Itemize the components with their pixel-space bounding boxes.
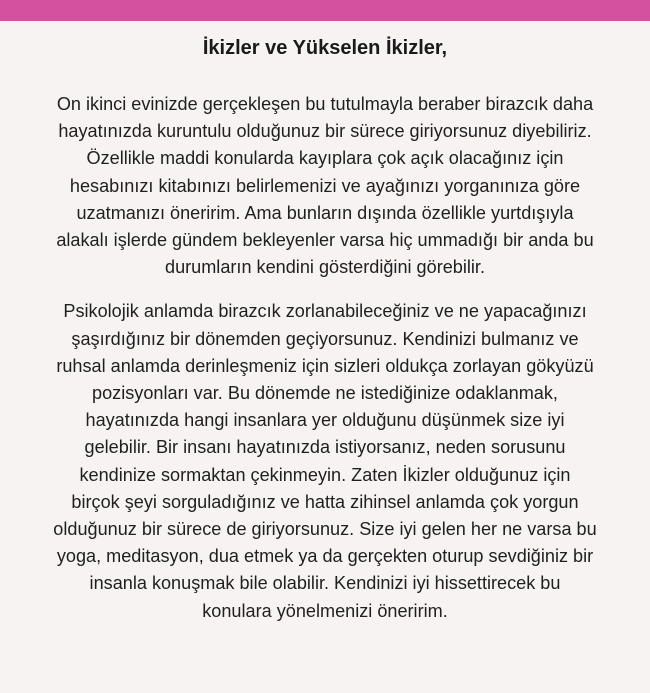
paragraph-line: On ikinci evinizde gerçekleşen bu tutulmayla beraber birazcık daha xyxy=(56,93,594,114)
paragraph-line: kendinize sormaktan çekinmeyin. Zaten İkizler olduğunuz için xyxy=(79,463,571,485)
paragraph-line: olduğunuz bir sürece de giriyorsunuz. Size iyi gelen her ne varsa bu xyxy=(53,518,597,540)
paragraph-line: hayatınızda hangi insanlara yer olduğunu düşünmek size iyi xyxy=(85,409,565,431)
paragraph-line: Psikolojik anlamda birazcık zorlanabileceğiniz ve ne yapacağınızı xyxy=(63,300,587,322)
top-accent-bar xyxy=(0,0,650,21)
paragraph-line: yoga, meditasyon, dua etmek ya da gerçekten oturup sevdiğiniz bir xyxy=(56,545,594,567)
paragraph-2 xyxy=(0,297,650,623)
paragraph-line: alakalı işlerde gündem bekleyenler varsa hiç ummadığı bir anda bu xyxy=(56,229,594,251)
paragraph-line: şaşırdığınız bir dönemden geçiyorsunuz. Kendinizi bulmanız ve xyxy=(71,327,579,349)
paragraph-line: konulara yönelmenizi öneririm. xyxy=(202,599,448,621)
paragraph-line: Özellikle maddi konularda kayıplara çok açık olacağınız için xyxy=(86,147,564,169)
paragraph-line: birçok şeyi sorguladığınız ve hatta zihinsel anlamda çok yorgun xyxy=(71,490,579,512)
paragraph-line: insanla konuşmak bile olabilir. Kendinizi iyi hissettirecek bu xyxy=(89,572,561,594)
paragraph-1 xyxy=(0,90,650,280)
article xyxy=(0,34,650,624)
article-heading: İkizler ve Yükselen İkizler, xyxy=(202,37,448,59)
paragraph-line: hayatınızda kuruntulu olduğunuz bir sürece giriyorsunuz diyebiliriz. xyxy=(58,120,592,142)
paragraph-line: uzatmanızı öneririm. Ama bunların dışında özellikle yurtdışıyla xyxy=(76,201,574,223)
paragraph-line: durumların kendini gösterdiğini görebilir. xyxy=(164,256,485,278)
paragraph-line: hesabınızı kitabınızı belirlemenizi ve ayağınızı yorganınıza göre xyxy=(69,174,581,196)
paragraph-line: pozisyonları var. Bu dönemde ne istediğinize odaklanmak, xyxy=(92,382,558,404)
paragraph-line: gelebilir. Bir insanı hayatınızda istiyorsanız, neden sorusunu xyxy=(84,436,566,458)
paragraph-line: ruhsal anlamda derinleşmeniz için sizleri oldukça zorlayan gökyüzü xyxy=(56,354,594,376)
